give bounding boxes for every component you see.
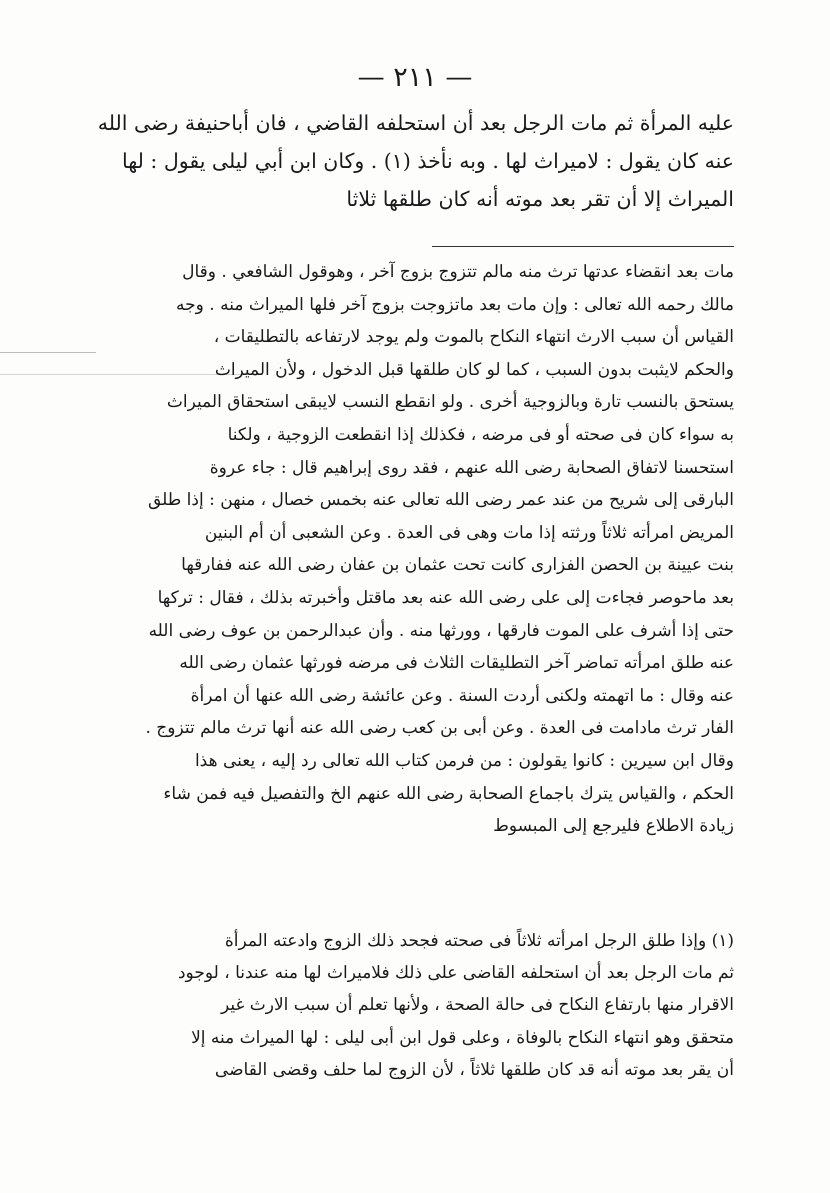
commentary-line: حتى إذا أشرف على الموت فارقها ، وورثها منه . وأن عبدالرحمن بن عوف رضى الله	[148, 620, 734, 641]
commentary-line: زيادة الاطلاع فليرجع إلى المبسوط	[493, 816, 734, 837]
footnote-line: ثم مات الرجل بعد أن استحلفه القاضى على ذلك فلاميراث لها منه عندنا ، لوجود	[177, 963, 734, 984]
commentary-line: الفار ترث مادامت فى العدة . وعن أبى بن كعب رضى الله عنه أنها ترث مالم تتزوج .	[145, 718, 734, 739]
main-text-line: الميراث إلا أن تقر بعد موته أنه كان طلقها ثلاثا	[346, 187, 734, 211]
commentary-line: عنه وقال : ما اتهمته ولكنى أردت السنة . وعن عائشة رضى الله عنها أن امرأة	[190, 685, 734, 706]
main-text-line: عليه المرأة ثم مات الرجل بعد أن استحلفه القاضي ، فان أباحنيفة رضى الله	[97, 111, 734, 135]
main-text-line: عنه كان يقول : لاميراث لها . وبه نأخذ (١) . وكان ابن أبي ليلى يقول : لها	[121, 149, 734, 173]
footnote-separator-rule	[432, 246, 734, 247]
page-number: — ٢١١ —	[357, 62, 473, 93]
footnote-line: (١) وإذا طلق الرجل امرأته ثلاثاً فى صحته فجحد ذلك الزوج وادعته المرأة	[224, 931, 734, 951]
footnote-line: الاقرار منها بارتفاع النكاح فى حالة الصحة ، ولأنها تعلم أن سبب الارث غير	[220, 995, 734, 1016]
main-text	[96, 104, 734, 218]
commentary-line: المريض امرأته ثلاثاً ورثته إذا مات وهى فى العدة . وعن الشعبى أن أم البنين	[204, 522, 734, 543]
footnote-line: أن يقر بعد موته أنه قد كان طلقها ثلاثاً ، لأن الزوج لما حلف وقضى القاضى	[214, 1059, 734, 1080]
footnote-text	[96, 925, 734, 1086]
commentary-line: بنت عيينة بن الحصن الفزارى كانت تحت عثمان بن عفان رضى الله عنه ففارقها	[181, 555, 734, 576]
commentary-line: الحكم ، والقياس يترك باجماع الصحابة رضى الله عنهم الخ والتفصيل فيه فمن شاء	[163, 783, 734, 804]
commentary-line: عنه طلق امرأته تماضر آخر التطليقات الثلاث فى مرضه فورثها عثمان رضى الله	[179, 653, 734, 674]
commentary-text	[96, 256, 734, 843]
scan-margin-mark	[0, 352, 96, 353]
commentary-line: مالك رحمه الله تعالى : وإن مات بعد ماتزوجت بزوج آخر فلها الميراث منه . وجه	[176, 294, 734, 315]
footnote-line: متحقق وهو انتهاء النكاح بالوفاة ، وعلى قول ابن أبى ليلى : لها الميراث منه إلا	[191, 1027, 734, 1048]
commentary-line: القياس أن سبب الارث انتهاء النكاح بالموت ولم يوجد لارتفاعه بالتطليقات ،	[213, 327, 734, 348]
commentary-line: به سواء كان فى صحته أو فى مرضه ، فكذلك إذا انقطعت الزوجية ، ولكنا	[227, 424, 734, 445]
commentary-line: مات بعد انقضاء عدتها ترث منه مالم تتزوج بزوج آخر ، وهوقول الشافعي . وقال	[182, 262, 734, 282]
commentary-line: استحسنا لاتفاق الصحابة رضى الله عنهم ، فقد روى إبراهيم قال : جاء عروة	[209, 457, 734, 478]
commentary-line: وقال ابن سيرين : كانوا يقولون : من فرمن كتاب الله تعالى رد إليه ، يعنى هذا	[194, 750, 734, 771]
commentary-line: بعد ماحوصر فجاءت إلى على رضى الله عنه بعد ماقتل وأخبرته بذلك ، فقال : تركها	[157, 587, 734, 608]
commentary-line: البارقى إلى شريح من عند عمر رضى الله تعالى عنه بخمس خصال ، منهن : إذا طلق	[147, 490, 734, 511]
commentary-line: والحكم لايثبت بدون السبب ، كما لو كان طلقها قبل الدخول ، ولأن الميراث	[214, 359, 734, 380]
commentary-line: يستحق بالنسب تارة وبالزوجية أخرى . ولو انقطع النسب لايبقى استحقاق الميراث	[166, 392, 734, 413]
